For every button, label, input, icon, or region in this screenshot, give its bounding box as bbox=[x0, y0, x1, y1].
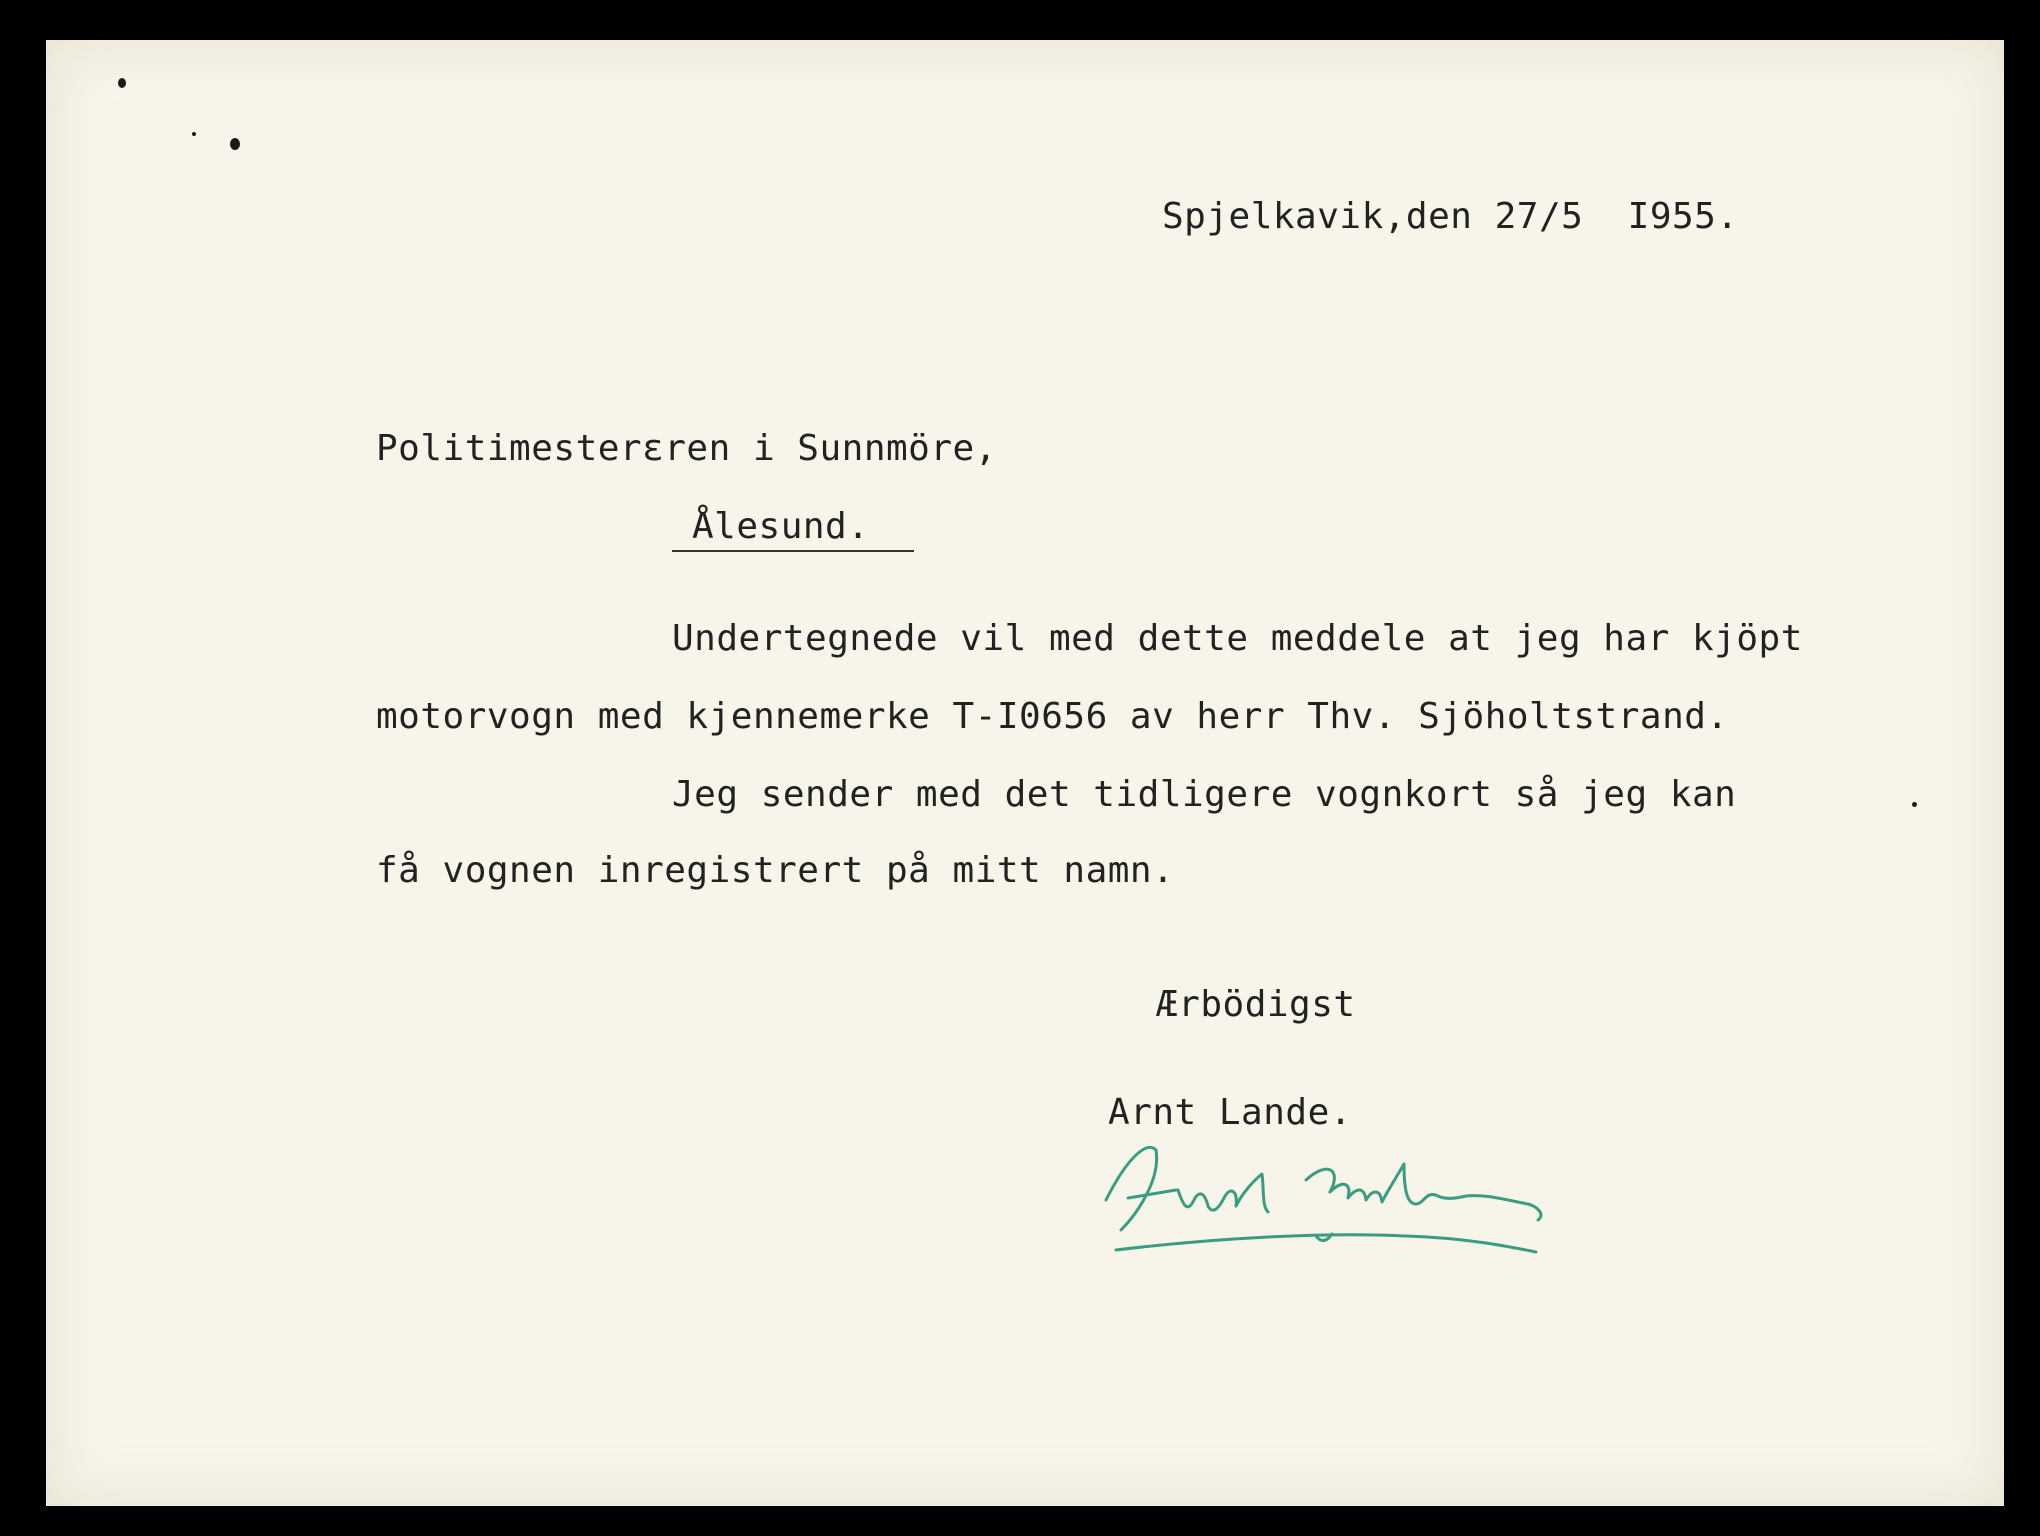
closing: Ærbödigst bbox=[1156, 984, 1356, 1025]
addressee: Politimesterεren i Sunnmöre, bbox=[376, 428, 997, 469]
ink-speck bbox=[192, 132, 196, 136]
place-date: Spjelkavik,den 27/5 I955. bbox=[1162, 196, 1739, 237]
signer-typed-name: Arnt Lande. bbox=[1108, 1092, 1352, 1133]
handwritten-signature bbox=[1066, 1120, 1566, 1270]
addressee-city: Ålesund. bbox=[692, 506, 870, 547]
paragraph-2-line-2: få vognen inregistrert på mitt namn. bbox=[376, 850, 1175, 891]
paragraph-1-line-1: Undertegnede vil med dette meddele at jeg har kjöpt bbox=[672, 618, 1803, 659]
paragraph-2-line-1: Jeg sender med det tidligere vognkort så jeg kan bbox=[672, 774, 1737, 815]
paragraph-1-line-2: motorvogn med kjennemerke T-I0656 av herr Thv. Sjöholtstrand. bbox=[376, 696, 1729, 737]
ink-speck bbox=[230, 138, 240, 150]
city-underline bbox=[672, 550, 914, 552]
letter-paper bbox=[46, 40, 2004, 1506]
ink-speck bbox=[1912, 802, 1917, 807]
ink-speck bbox=[118, 78, 126, 88]
